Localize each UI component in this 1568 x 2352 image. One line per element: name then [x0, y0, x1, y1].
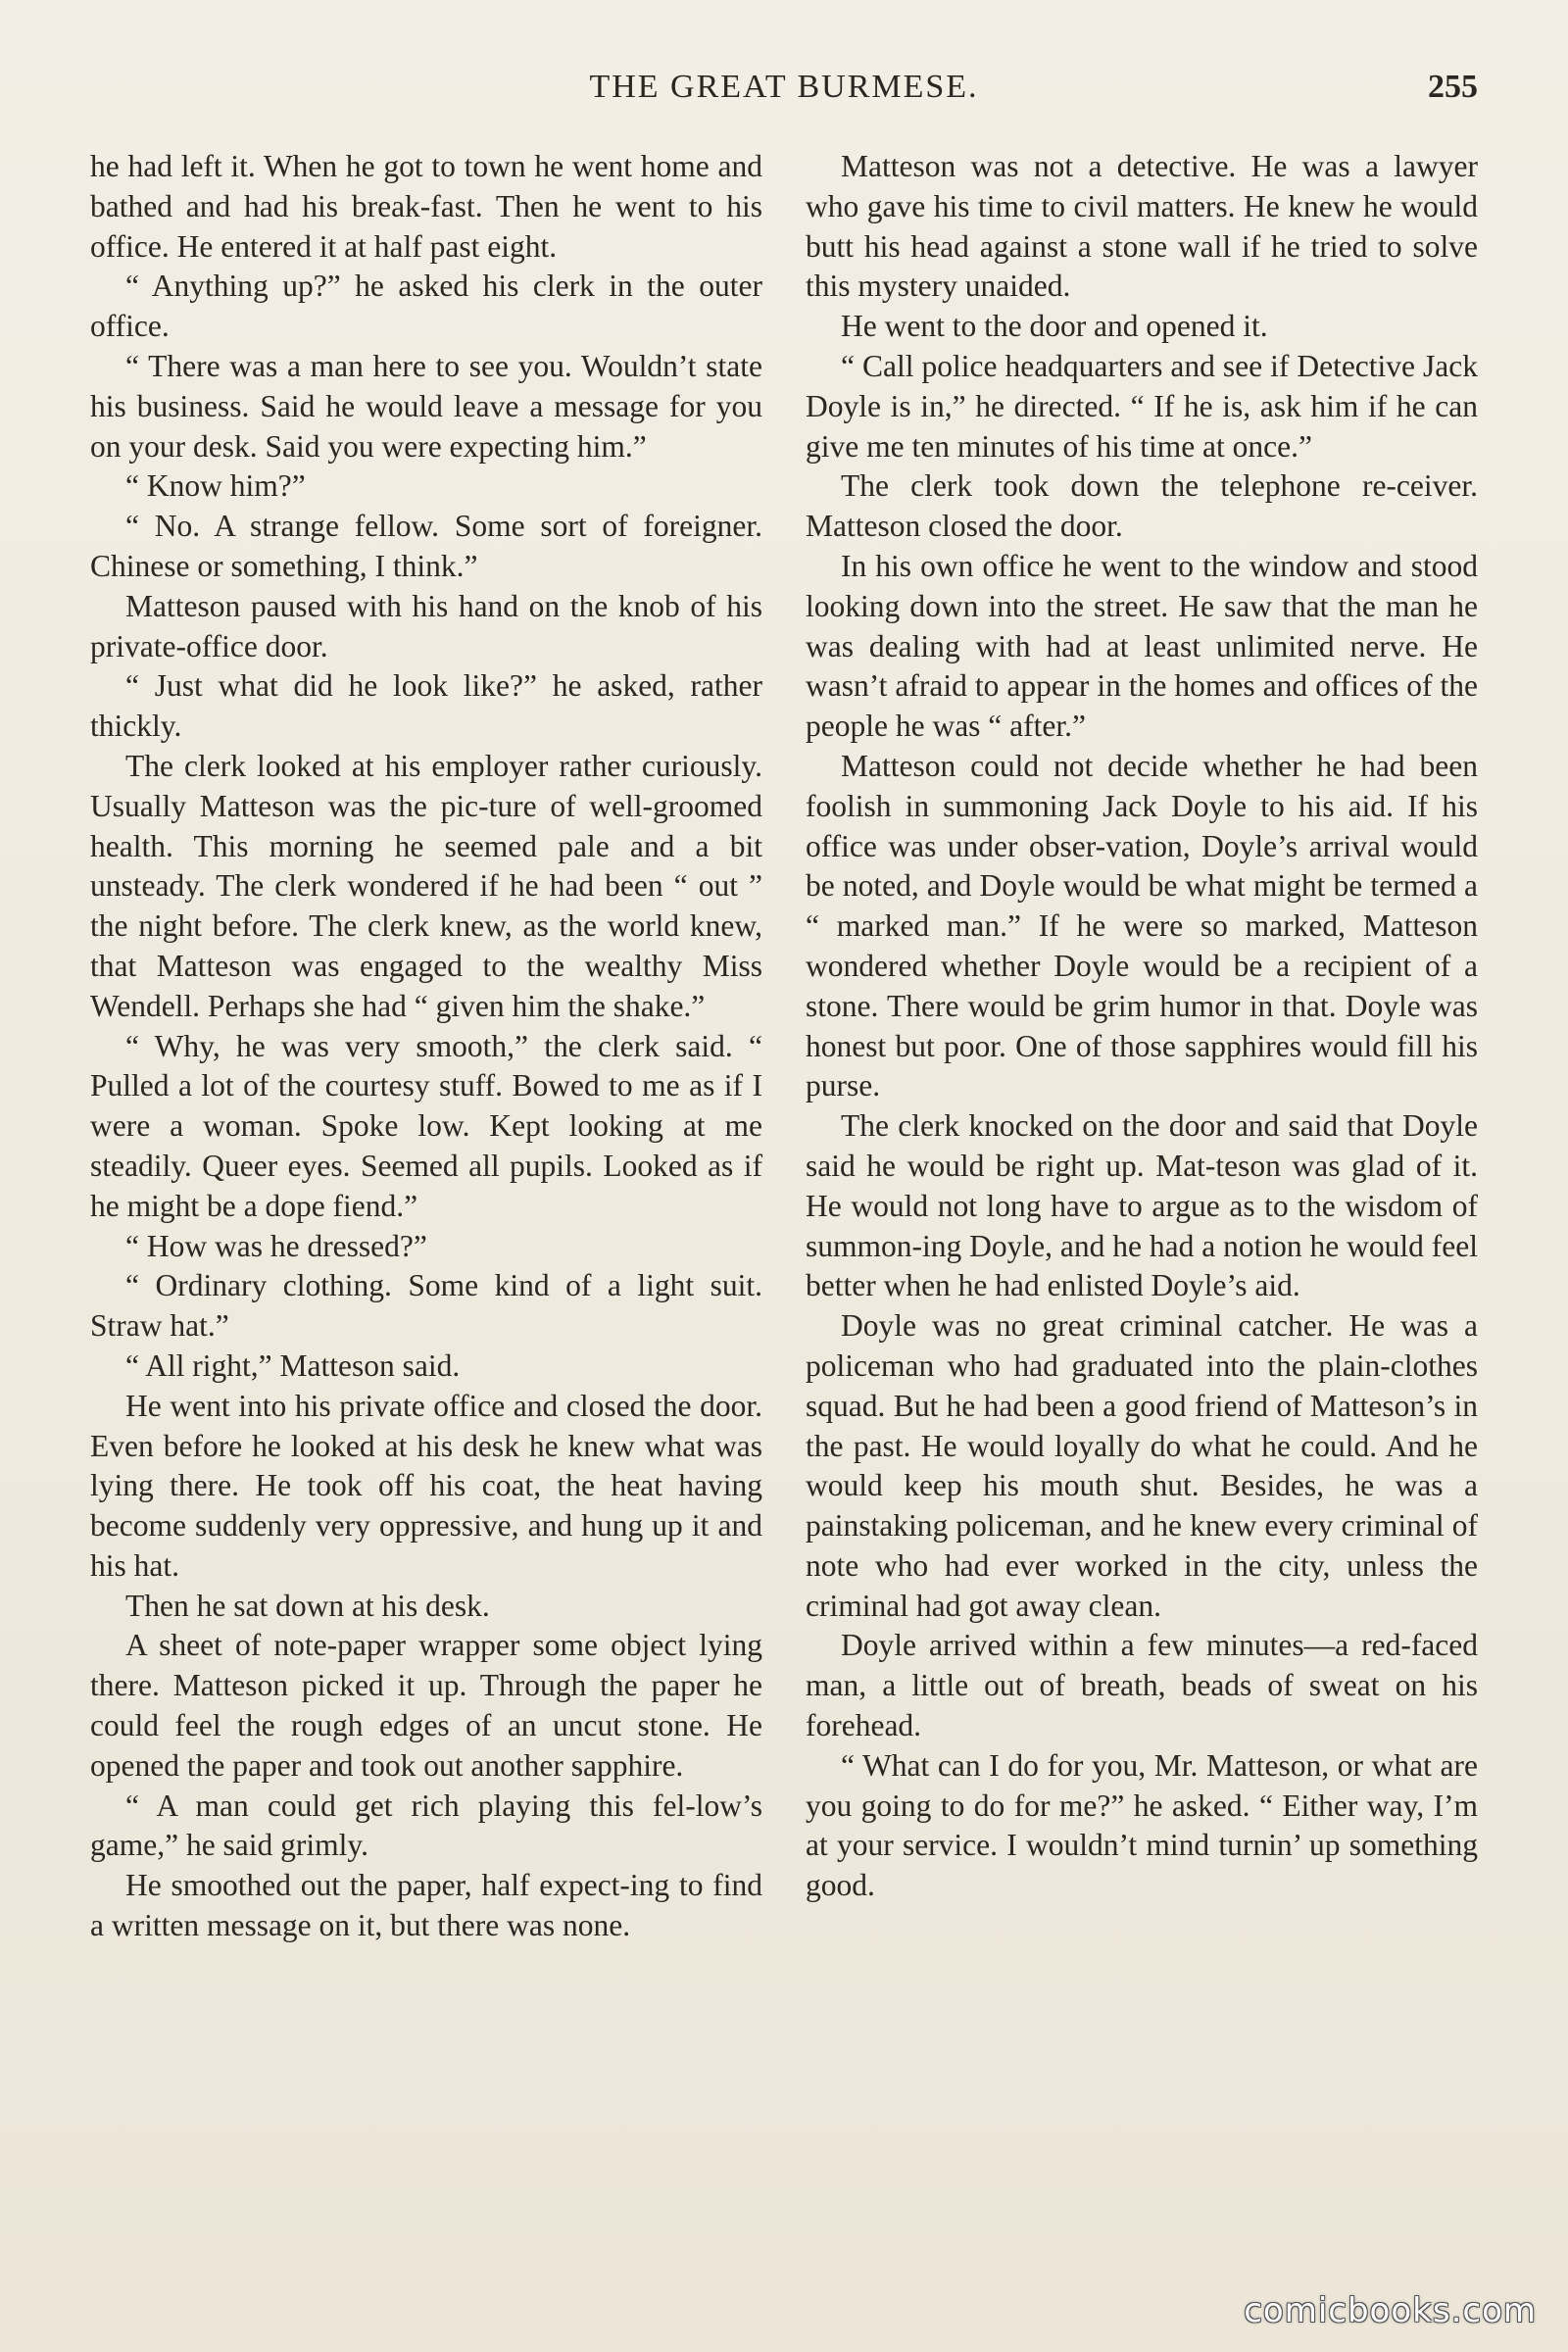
paragraph: “ A man could get rich playing this fel-low’s game,” he said grimly. [90, 1788, 762, 1863]
page-number: 255 [1428, 69, 1478, 105]
right-column [806, 147, 1478, 2274]
paragraph: “ All right,” Matteson said. [125, 1348, 461, 1383]
paragraph: The clerk took down the telephone re-ceiver. Matteson closed the door. [806, 468, 1478, 544]
paragraph: “ Anything up?” he asked his clerk in the outer office. [90, 269, 762, 344]
paragraph: Matteson was not a detective. He was a lawyer who gave his time to civil matters. He knew he would butt his head against a stone wall if he tried to solve this mystery unaided. [806, 149, 1478, 304]
paragraph: He went into his private office and closed the door. Even before he looked at his desk he knew what was lying there. He took off his coat, the heat having become suddenly very oppressive, and hung up it and his hat. [90, 1388, 762, 1583]
paragraph: “ No. A strange fellow. Some sort of foreigner. Chinese or something, I think.” [90, 509, 762, 583]
watermark-logo: comicbooks.com [1244, 2291, 1537, 2330]
paragraph: Matteson could not decide whether he had been foolish in summoning Jack Doyle to his aid. If his office was under obser-vation, Doyle’s arrival would be noted, and Doyle would be what might be termed a “ marked man.” If he were so marked, Matteson wondered whether Doyle would be a recipient of a stone. There would be grim humor in that. Doyle was honest but poor. One of those sapphires would fill his purse. [806, 748, 1478, 1103]
paragraph: “ There was a man here to see you. Wouldn’t state his business. Said he would leave a message for you on your desk. Said you were expecting him.” [90, 348, 762, 464]
paragraph: “ Why, he was very smooth,” the clerk said. “ Pulled a lot of the courtesy stuff. Bowed to me as if I were a woman. Spoke low. Kept looking at me steadily. Queer eyes. Seemed all pupils. Looked as if he might be a dope fiend.” [90, 1028, 762, 1223]
paragraph: he had left it. When he got to town he went home and bathed and had his break-fast. Then he went to his office. He entered it at half past eight. [90, 149, 762, 264]
paragraph: “ What can I do for you, Mr. Matteson, or what are you going to do for me?” he asked. “ Either way, I’m at your service. I wouldn’t mind turnin’ up something good. [806, 1747, 1478, 1903]
paragraph: “ Call police headquarters and see if Detective Jack Doyle is in,” he directed. “ If he is, ask him if he can give me ten minutes of his time at once.” [806, 348, 1478, 464]
paragraph: In his own office he went to the window and stood looking down into the street. He saw that the man he was dealing with had at least unlimited nerve. He wasn’t afraid to appear in the homes and offices of the people he was “ after.” [806, 548, 1478, 744]
paragraph: He smoothed out the paper, half expect-ing to find a written message on it, but there was none. [90, 1868, 762, 1943]
paragraph: Matteson paused with his hand on the knob of his private-office door. [90, 588, 762, 663]
paragraph: “ Ordinary clothing. Some kind of a light suit. Straw hat.” [90, 1268, 762, 1344]
paragraph: Doyle arrived within a few minutes—a red-faced man, a little out of breath, beads of sweat on his forehead. [806, 1628, 1478, 1743]
running-title: THE GREAT BURMESE. [589, 69, 979, 105]
paragraph: “ Know him?” [125, 468, 306, 504]
text-columns [90, 147, 1478, 2274]
paragraph: A sheet of note-paper wrapper some object lying there. Matteson picked it up. Through the paper he could feel the rough edges of an uncut stone. He opened the paper and took out another sapphire. [90, 1628, 762, 1783]
paragraph: The clerk looked at his employer rather curiously. Usually Matteson was the pic-ture of well-groomed health. This morning he seemed pale and a bit unsteady. The clerk wondered if he had been “ out ” the night before. The clerk knew, as the world knew, that Matteson was engaged to the wealthy Miss Wendell. Perhaps she had “ given him the shake.” [90, 748, 762, 1023]
paragraph: Doyle was no great criminal catcher. He was a policeman who had graduated into the plain-clothes squad. But he had been a good friend of Matteson’s in the past. He would loyally do what he could. And he would keep his mouth shut. Besides, he was a painstaking policeman, and he knew every criminal of note who had ever worked in the city, unless the criminal had got away clean. [806, 1308, 1478, 1623]
page-header [90, 69, 1478, 118]
paragraph: The clerk knocked on the door and said that Doyle said he would be right up. Mat-teson was glad of it. He would not long have to argue as to the wisdom of summon-ing Doyle, and he had a notion he would feel better when he had enlisted Doyle’s aid. [806, 1108, 1478, 1303]
left-column [90, 147, 762, 2274]
paragraph: “ Just what did he look like?” he asked, rather thickly. [90, 668, 762, 744]
paragraph: Then he sat down at his desk. [125, 1588, 490, 1623]
paragraph: “ How was he dressed?” [125, 1228, 427, 1263]
paragraph: He went to the door and opened it. [841, 309, 1268, 344]
